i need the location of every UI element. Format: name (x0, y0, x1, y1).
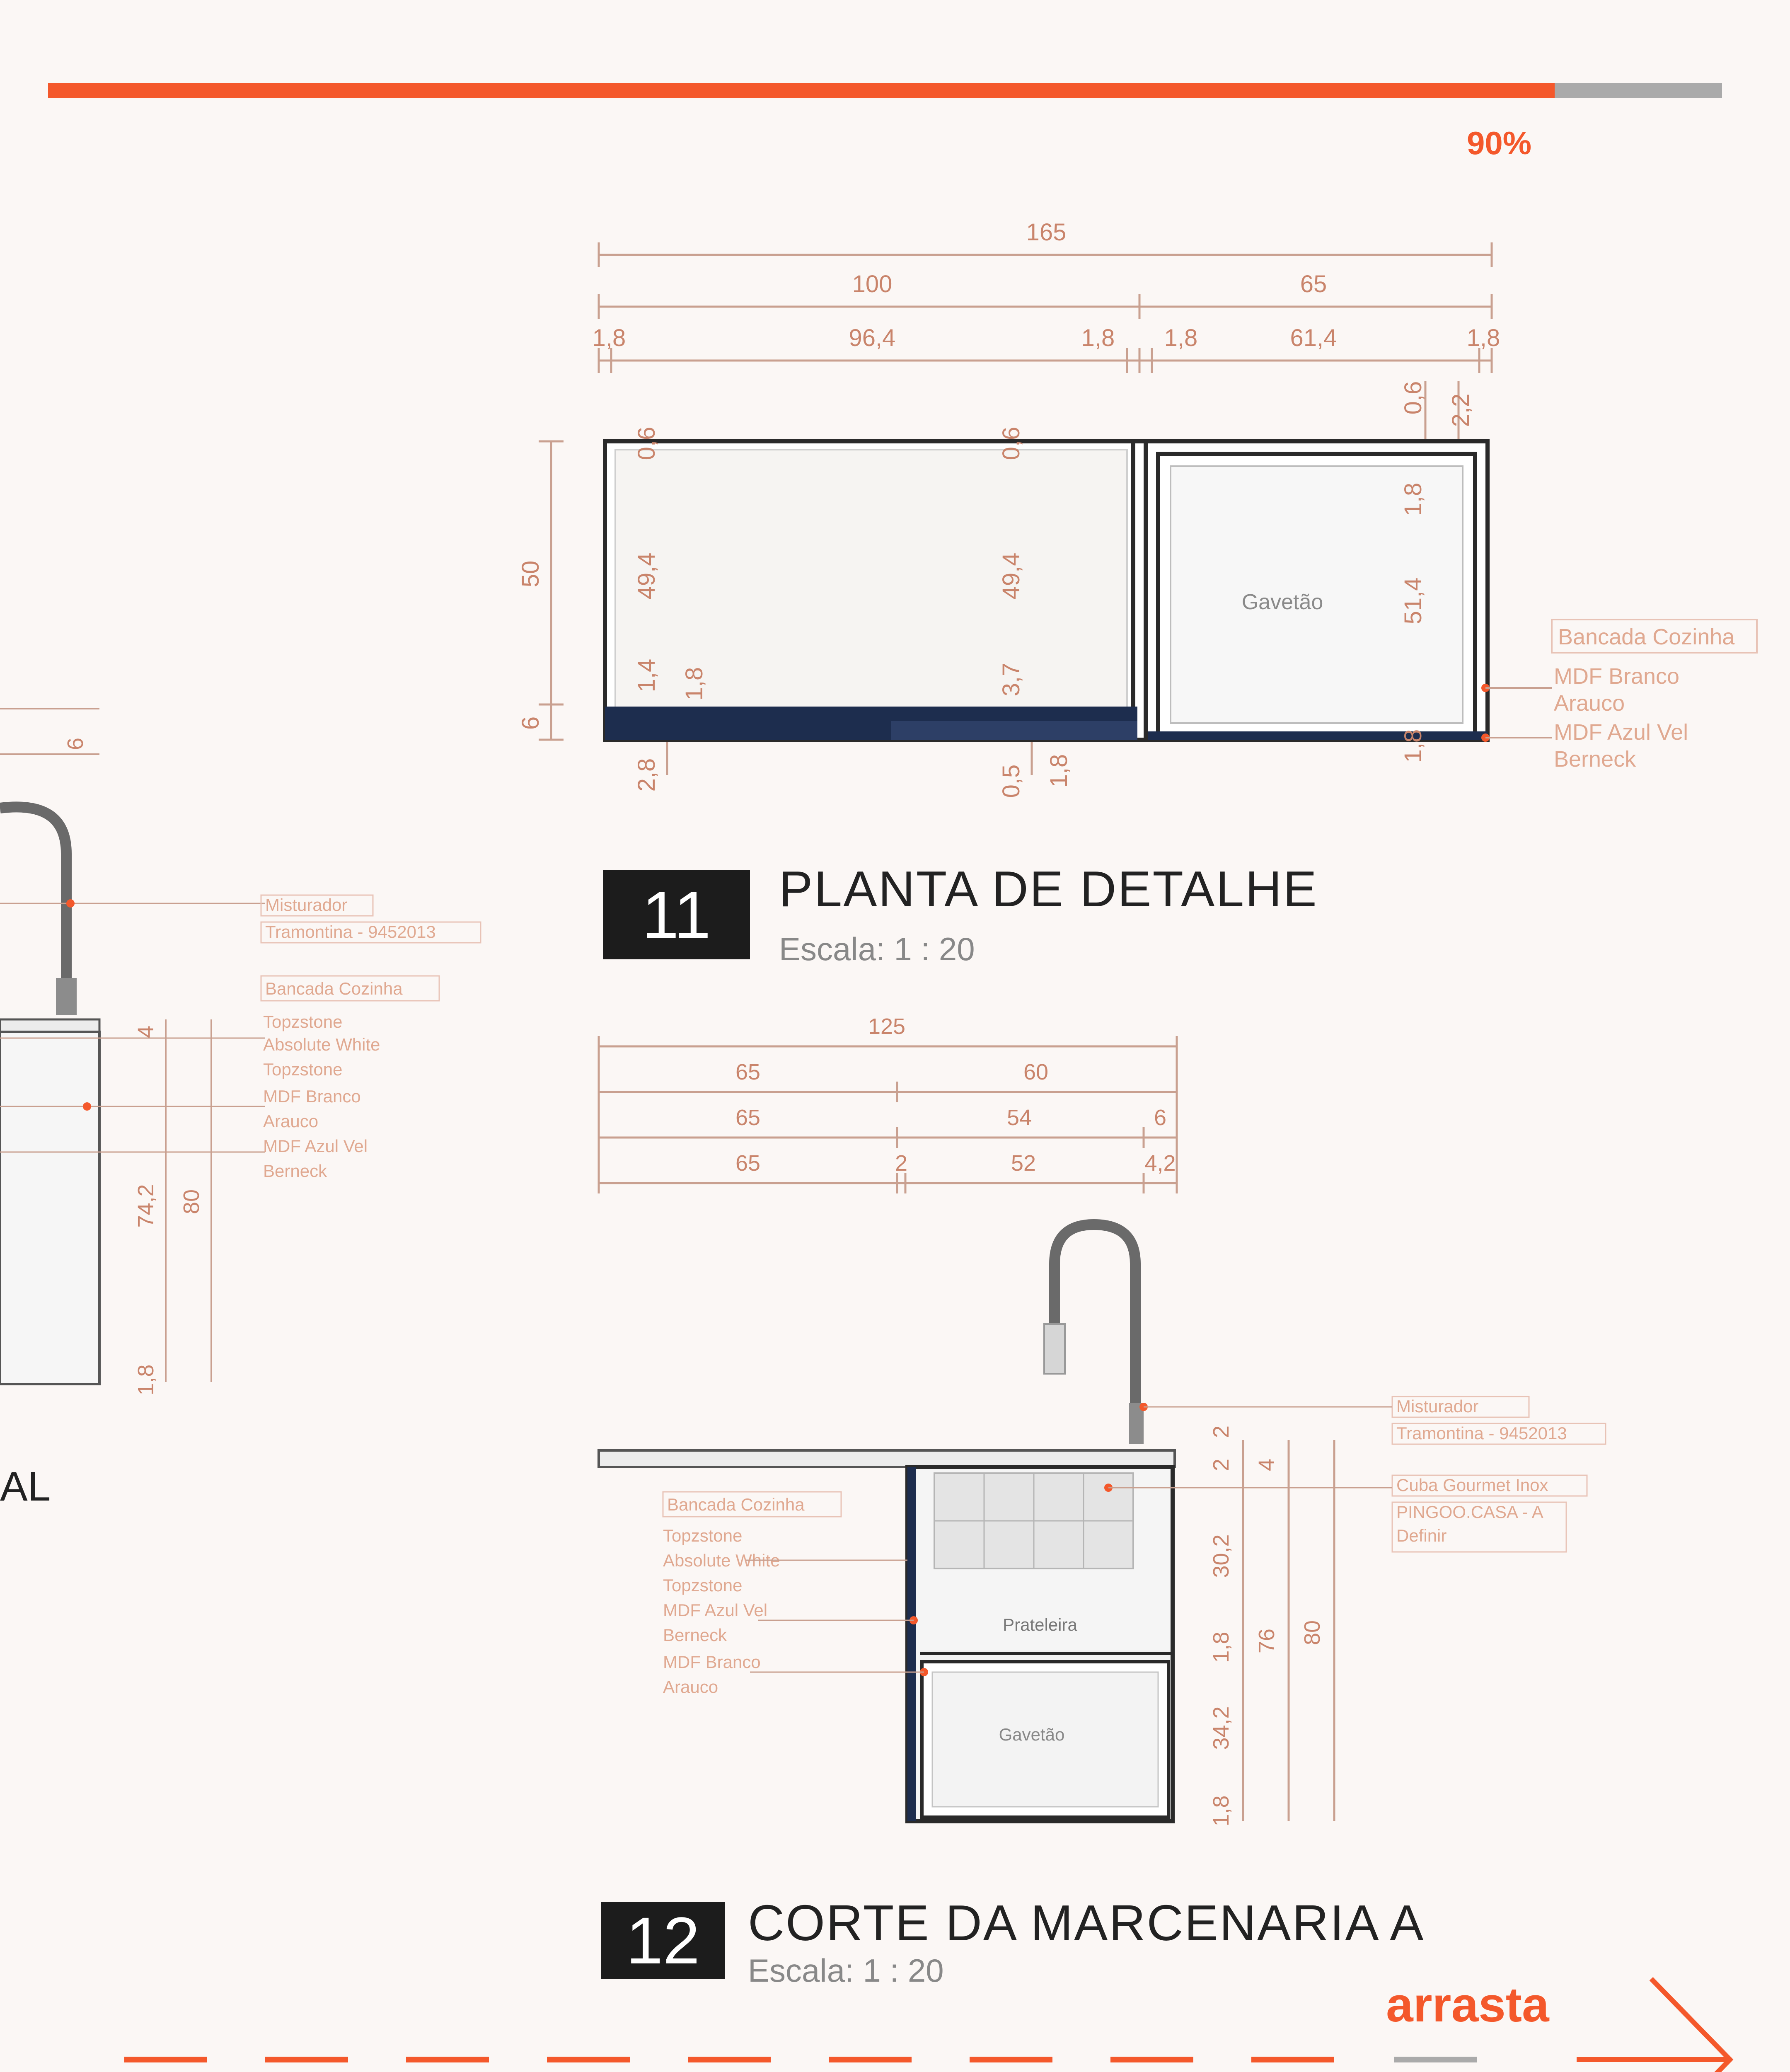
svg-text:1,8: 1,8 (1209, 1795, 1234, 1827)
svg-text:Cuba Gourmet Inox: Cuba Gourmet Inox (1396, 1475, 1548, 1495)
figure-12-title: CORTE DA MARCENARIA A (748, 1895, 1425, 1951)
shelf-label: Prateleira (1003, 1615, 1077, 1634)
figure-11-scale: Escala: 1 : 20 (779, 931, 975, 967)
dim-mid2: 61,4 (1290, 324, 1337, 351)
svg-text:Bancada Cozinha: Bancada Cozinha (1558, 625, 1735, 649)
svg-text:Definir: Definir (1396, 1526, 1447, 1545)
figure-12-section (599, 1225, 1175, 1821)
svg-text:Bancada Cozinha: Bancada Cozinha (265, 979, 403, 998)
svg-text:MDF Azul Vel: MDF Azul Vel (263, 1136, 368, 1156)
countertop (599, 1450, 1175, 1467)
dim-e1: 1,8 (592, 324, 626, 351)
svg-text:65: 65 (735, 1105, 761, 1130)
svg-text:2: 2 (1209, 1458, 1234, 1472)
dim-6: 6 (517, 716, 544, 730)
svg-text:1,8: 1,8 (1400, 482, 1427, 516)
svg-text:Topzstone: Topzstone (663, 1526, 743, 1545)
svg-text:30,2: 30,2 (1209, 1534, 1234, 1578)
svg-text:65: 65 (735, 1151, 761, 1176)
svg-text:MDF Azul Vel: MDF Azul Vel (663, 1600, 768, 1620)
svg-text:6: 6 (63, 737, 88, 750)
dim-right: 65 (1300, 271, 1327, 298)
svg-text:Arauco: Arauco (1554, 691, 1625, 716)
arrow-right-icon[interactable] (1577, 1979, 1730, 2072)
svg-text:34,2: 34,2 (1209, 1706, 1234, 1750)
svg-text:0,6: 0,6 (998, 426, 1025, 460)
svg-text:Tramontina - 9452013: Tramontina - 9452013 (265, 922, 436, 942)
svg-text:125: 125 (868, 1014, 906, 1039)
svg-text:MDF Branco: MDF Branco (263, 1087, 361, 1106)
svg-text:49,4: 49,4 (998, 552, 1025, 600)
svg-text:3,7: 3,7 (998, 663, 1025, 697)
svg-text:MDF Branco: MDF Branco (1554, 664, 1680, 689)
dim-50: 50 (517, 560, 544, 588)
svg-text:74,2: 74,2 (133, 1184, 158, 1228)
svg-text:1,4: 1,4 (633, 658, 660, 692)
svg-text:65: 65 (735, 1060, 761, 1084)
svg-text:80: 80 (179, 1189, 204, 1215)
svg-text:Topzstone: Topzstone (663, 1576, 743, 1595)
svg-text:Absolute White: Absolute White (263, 1035, 380, 1054)
figure-11-legend (1552, 620, 1757, 772)
svg-text:1,8: 1,8 (681, 667, 708, 701)
svg-text:0,5: 0,5 (998, 764, 1025, 798)
svg-text:Misturador: Misturador (1396, 1397, 1479, 1416)
svg-text:4: 4 (1254, 1458, 1279, 1472)
svg-text:49,4: 49,4 (633, 552, 660, 600)
svg-text:0,6: 0,6 (633, 426, 660, 460)
svg-text:1,8: 1,8 (133, 1364, 158, 1396)
svg-text:51,4: 51,4 (1400, 577, 1427, 625)
svg-text:Arauco: Arauco (263, 1111, 319, 1131)
svg-text:Tramontina - 9452013: Tramontina - 9452013 (1396, 1423, 1567, 1443)
left-partial-callouts (261, 895, 481, 1181)
svg-text:2: 2 (1209, 1425, 1234, 1438)
figure-12-scale: Escala: 1 : 20 (748, 1952, 944, 1989)
drawer-label: Gavetão (1241, 590, 1323, 614)
svg-text:Absolute White: Absolute White (663, 1551, 780, 1570)
progress-label: 90% (1467, 125, 1532, 161)
svg-text:54: 54 (1006, 1105, 1032, 1130)
svg-text:2,2: 2,2 (1447, 393, 1474, 427)
svg-text:0,6: 0,6 (1400, 381, 1427, 415)
drawer-label-12: Gavetão (999, 1725, 1065, 1744)
svg-text:1,8: 1,8 (1400, 729, 1427, 763)
svg-text:2,8: 2,8 (633, 758, 660, 792)
svg-text:1,8: 1,8 (1045, 754, 1072, 788)
svg-text:PINGOO.CASA - A: PINGOO.CASA - A (1396, 1502, 1543, 1522)
svg-text:Berneck: Berneck (1554, 747, 1636, 772)
figure-11-number: 11 (603, 870, 750, 959)
dim-left: 100 (852, 271, 893, 298)
dim-e3: 1,8 (1164, 324, 1198, 351)
svg-text:52: 52 (1011, 1151, 1036, 1176)
svg-text:6: 6 (1154, 1105, 1167, 1130)
svg-text:Berneck: Berneck (663, 1625, 727, 1645)
svg-text:1,8: 1,8 (1209, 1631, 1234, 1663)
dim-e4: 1,8 (1466, 324, 1500, 351)
dim-e2: 1,8 (1081, 324, 1115, 351)
svg-text:Misturador: Misturador (265, 895, 348, 915)
svg-text:Arauco: Arauco (663, 1677, 718, 1697)
left-partial-drawing (0, 709, 265, 1384)
svg-text:Berneck: Berneck (263, 1161, 327, 1181)
left-partial-title: AL (0, 1463, 51, 1510)
svg-text:4: 4 (133, 1025, 158, 1038)
figure-12-number: 12 (601, 1902, 725, 1979)
svg-text:4,2: 4,2 (1144, 1151, 1176, 1176)
svg-text:MDF Azul Vel: MDF Azul Vel (1554, 720, 1688, 745)
dim-total: 165 (1026, 219, 1067, 246)
figure-11-title: PLANTA DE DETALHE (779, 861, 1318, 917)
dim-mid1: 96,4 (849, 324, 896, 351)
svg-text:60: 60 (1023, 1060, 1049, 1084)
svg-text:Bancada Cozinha: Bancada Cozinha (667, 1495, 805, 1514)
svg-text:80: 80 (1300, 1620, 1325, 1646)
svg-text:2: 2 (895, 1151, 908, 1176)
svg-text:Topzstone: Topzstone (263, 1060, 343, 1079)
svg-text:76: 76 (1254, 1628, 1279, 1654)
svg-text:MDF Branco: MDF Branco (663, 1652, 761, 1672)
svg-text:Topzstone: Topzstone (263, 1012, 343, 1031)
swipe-label[interactable]: arrasta (1386, 1978, 1549, 2032)
